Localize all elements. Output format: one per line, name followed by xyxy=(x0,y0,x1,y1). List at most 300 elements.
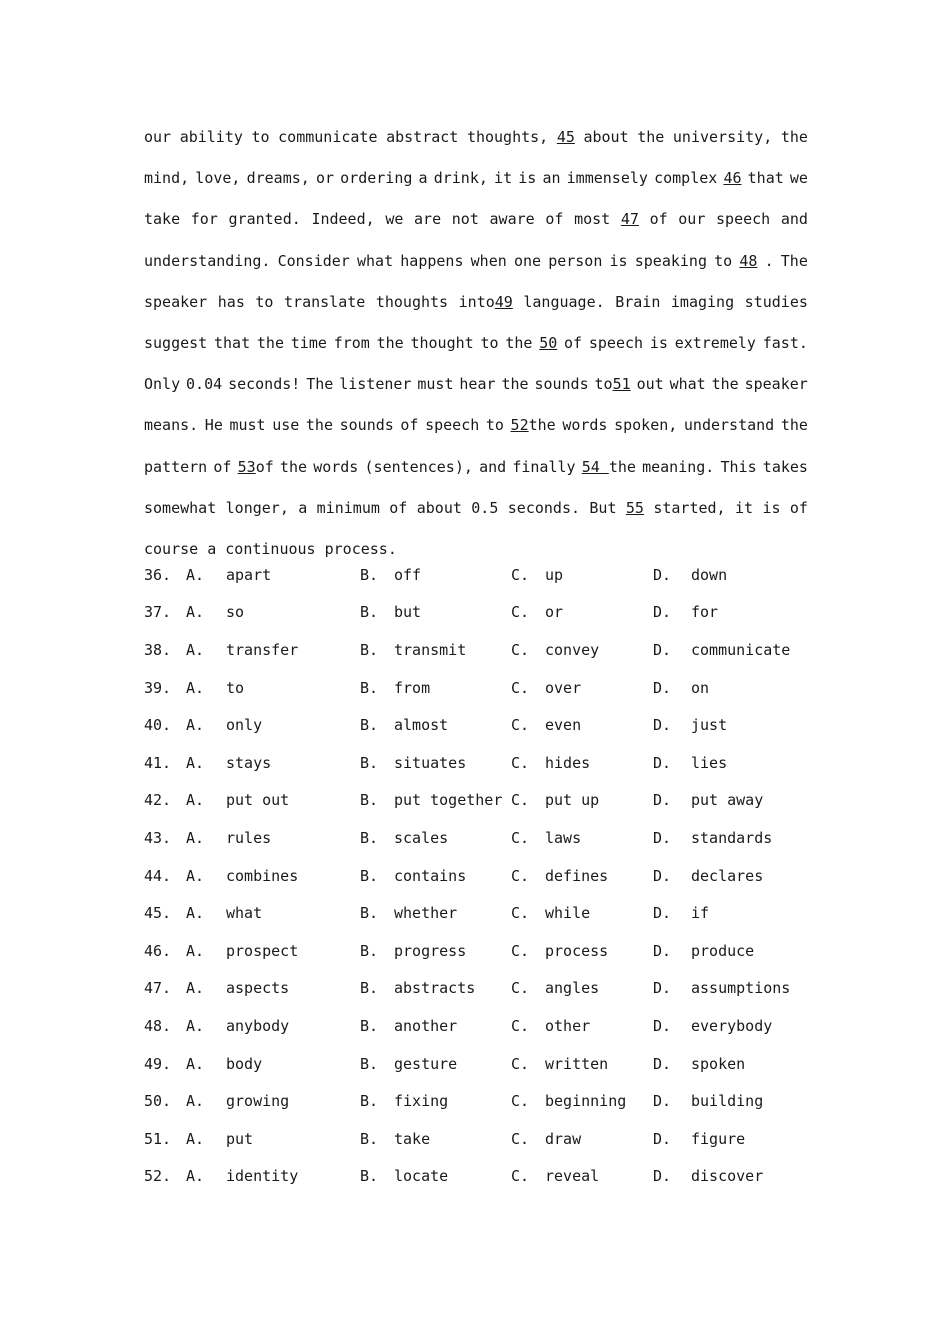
option-c-letter: C. xyxy=(511,641,530,660)
word-text: granted. xyxy=(228,210,301,229)
word-text: into xyxy=(458,292,495,311)
word-text: . xyxy=(764,251,774,270)
passage-word xyxy=(291,324,327,365)
word-text: are xyxy=(414,210,442,229)
question-row xyxy=(144,1165,808,1203)
option-d-letter: D. xyxy=(653,678,672,697)
word-text: takes xyxy=(762,457,808,476)
question-number: 39. xyxy=(144,678,172,697)
option-c-text: other xyxy=(545,1017,591,1035)
passage-word xyxy=(545,200,563,241)
blank-number: 45 xyxy=(556,128,575,146)
option-b-letter: B. xyxy=(360,904,379,923)
passage-word xyxy=(191,200,218,241)
word-text: we xyxy=(385,210,404,229)
option-d-letter: D. xyxy=(653,941,672,960)
word-text: to xyxy=(255,292,274,311)
option-a-letter: A. xyxy=(186,641,205,660)
passage-line xyxy=(144,159,808,200)
word-text: This xyxy=(720,457,757,476)
word-text: words xyxy=(313,457,359,476)
option-a-letter: A. xyxy=(186,1054,205,1073)
option-c-letter: C. xyxy=(511,979,530,998)
word-text: and xyxy=(780,210,808,229)
question-number: 41. xyxy=(144,753,172,772)
passage-word xyxy=(635,242,707,283)
question-row xyxy=(144,1053,808,1091)
passage-word xyxy=(434,159,488,200)
passage-word xyxy=(419,159,428,200)
option-b-letter: B. xyxy=(360,678,379,697)
word-text: our xyxy=(678,210,706,229)
passage-word xyxy=(716,200,770,241)
option-c-letter: C. xyxy=(511,716,530,735)
option-d-letter: D. xyxy=(653,753,672,772)
option-d-text: produce xyxy=(691,941,755,960)
option-b-letter: B. xyxy=(360,753,379,772)
question-number: 50. xyxy=(144,1092,172,1111)
passage-word xyxy=(400,242,463,283)
question-row xyxy=(144,827,808,865)
option-c-text: angles xyxy=(545,979,600,998)
passage-word xyxy=(653,489,725,530)
option-a-text: only xyxy=(226,716,263,735)
passage-word xyxy=(144,159,189,200)
passage-word xyxy=(144,406,198,447)
passage-word xyxy=(490,200,535,241)
passage-word xyxy=(637,365,664,406)
passage-word xyxy=(626,489,644,530)
question-row xyxy=(144,1128,808,1166)
passage-word xyxy=(417,489,462,530)
option-b-text: transmit xyxy=(394,641,467,660)
passage-word xyxy=(671,283,734,324)
passage-word xyxy=(144,118,171,159)
passage-word xyxy=(562,406,607,447)
document-page xyxy=(144,118,808,1203)
option-a-letter: A. xyxy=(186,716,205,735)
word-text: somewhat xyxy=(144,498,217,517)
word-text: speaker xyxy=(744,375,808,394)
passage-word xyxy=(539,324,557,365)
passage-word xyxy=(748,159,784,200)
question-row xyxy=(144,977,808,1015)
option-d-text: everybody xyxy=(691,1017,773,1035)
option-b-text: gesture xyxy=(394,1054,458,1073)
word-text: our xyxy=(144,128,172,146)
word-text: that xyxy=(214,333,251,352)
word-text: longer, xyxy=(225,498,289,517)
passage-word xyxy=(255,283,273,324)
word-text: from xyxy=(333,333,370,352)
word-text: to xyxy=(714,251,733,270)
option-a-letter: A. xyxy=(186,753,205,772)
word-text: what xyxy=(357,251,394,270)
passage-word xyxy=(313,448,358,489)
question-row xyxy=(144,1090,808,1128)
option-c-text: draw xyxy=(545,1129,582,1148)
option-a-letter: A. xyxy=(186,1167,205,1186)
option-c-text: process xyxy=(545,941,609,960)
option-a-text: growing xyxy=(226,1092,290,1111)
passage-word xyxy=(762,489,780,530)
word-text: the xyxy=(711,375,739,394)
word-text: that xyxy=(747,169,784,188)
passage-word xyxy=(745,365,808,406)
word-text: take xyxy=(144,210,181,229)
option-b-letter: B. xyxy=(360,716,379,735)
option-a-text: aspects xyxy=(226,979,290,998)
option-b-text: from xyxy=(394,678,431,697)
option-d-text: building xyxy=(691,1092,764,1111)
passage-word xyxy=(650,324,668,365)
word-text: thought xyxy=(410,333,474,352)
word-text: about xyxy=(416,498,462,517)
option-b-letter: B. xyxy=(360,791,379,810)
word-text: minimum xyxy=(316,498,380,517)
blank-number: 53 xyxy=(237,457,256,476)
blank-number: 46 xyxy=(723,169,742,188)
option-d-text: spoken xyxy=(691,1054,746,1073)
word-text: one xyxy=(513,251,542,270)
word-text: to xyxy=(480,333,499,352)
option-d-letter: D. xyxy=(653,979,672,998)
option-c-text: even xyxy=(545,716,582,735)
option-d-letter: D. xyxy=(653,641,672,660)
passage-word xyxy=(334,324,370,365)
option-d-text: on xyxy=(691,678,710,697)
word-text: 0.04 xyxy=(186,375,223,394)
passage-word xyxy=(278,118,377,159)
passage-word xyxy=(511,406,556,447)
blank-number: 49 xyxy=(494,292,513,311)
word-text: The xyxy=(306,375,334,394)
passage-word xyxy=(226,489,289,530)
option-c-text: up xyxy=(545,565,564,584)
passage-word xyxy=(144,242,270,283)
passage-word xyxy=(386,118,458,159)
word-text: communicate xyxy=(278,128,378,146)
word-text: the xyxy=(501,375,529,394)
word-text: of xyxy=(213,457,232,476)
option-c-letter: C. xyxy=(511,904,530,923)
option-b-text: but xyxy=(394,603,422,622)
option-a-letter: A. xyxy=(186,1129,205,1148)
passage-word xyxy=(745,283,808,324)
passage-word xyxy=(278,242,350,283)
passage-word xyxy=(763,324,808,365)
option-c-letter: C. xyxy=(511,678,530,697)
passage-word xyxy=(376,283,448,324)
option-c-text: laws xyxy=(545,829,582,848)
word-text: an xyxy=(542,169,561,188)
word-text: we xyxy=(789,169,808,188)
passage-word xyxy=(684,406,774,447)
option-a-text: stays xyxy=(226,753,272,772)
passage-word xyxy=(505,324,532,365)
passage-word xyxy=(714,242,732,283)
passage-line xyxy=(144,283,808,324)
passage-word xyxy=(229,200,301,241)
passage-word xyxy=(486,406,504,447)
passage-word xyxy=(790,159,808,200)
word-text: thoughts xyxy=(375,292,449,311)
option-d-letter: D. xyxy=(653,904,672,923)
options-list xyxy=(144,564,808,1203)
option-b-text: scales xyxy=(394,829,449,848)
passage-word xyxy=(213,448,231,489)
word-text: to xyxy=(485,416,504,435)
word-text: speaking xyxy=(634,251,707,270)
word-text: meaning. xyxy=(642,457,715,476)
passage-word xyxy=(471,489,498,530)
passage-word xyxy=(583,118,628,159)
passage-word xyxy=(459,365,495,406)
passage-word xyxy=(642,448,714,489)
passage-word xyxy=(781,118,808,159)
word-text: sounds xyxy=(339,416,394,435)
option-d-text: if xyxy=(691,904,710,923)
passage-word xyxy=(621,200,639,241)
word-text: means. xyxy=(144,416,199,435)
option-d-letter: D. xyxy=(653,829,672,848)
option-c-text: while xyxy=(545,904,591,923)
word-text: finally xyxy=(512,457,576,476)
word-text: sounds xyxy=(534,375,589,394)
option-a-text: transfer xyxy=(226,641,299,660)
option-d-text: lies xyxy=(691,753,728,772)
word-text: is xyxy=(518,169,537,188)
passage-word xyxy=(765,242,774,283)
blank-number: 50 xyxy=(539,333,558,352)
word-text: Brain xyxy=(615,292,661,311)
passage-word xyxy=(400,406,418,447)
passage-line xyxy=(144,324,808,365)
passage-line xyxy=(144,530,808,564)
passage-word xyxy=(144,283,207,324)
option-a-letter: A. xyxy=(186,1092,205,1111)
word-text: translate xyxy=(284,292,366,311)
passage-word xyxy=(298,489,307,530)
word-text: is xyxy=(609,251,628,270)
word-text: of xyxy=(545,210,564,229)
option-b-letter: B. xyxy=(360,866,379,885)
option-c-letter: C. xyxy=(511,1017,530,1035)
word-text: when xyxy=(470,251,507,270)
passage-word xyxy=(471,242,507,283)
word-text: a xyxy=(298,498,308,517)
question-number: 47. xyxy=(144,979,172,998)
option-a-text: what xyxy=(226,904,263,923)
word-text: words xyxy=(562,416,608,435)
word-text: is xyxy=(762,498,781,517)
word-text: the xyxy=(608,457,636,476)
option-a-letter: A. xyxy=(186,866,205,885)
passage-word xyxy=(339,365,411,406)
passage-word xyxy=(205,406,223,447)
blank-number: 52 xyxy=(510,416,529,435)
blank-number: 47 xyxy=(620,210,639,229)
option-d-letter: D. xyxy=(653,603,672,622)
option-c-letter: C. xyxy=(511,941,530,960)
passage-word xyxy=(735,489,753,530)
option-d-letter: D. xyxy=(653,791,672,810)
option-d-letter: D. xyxy=(653,1017,672,1035)
passage-word xyxy=(763,448,808,489)
word-text: of xyxy=(789,498,808,517)
passage-word xyxy=(257,324,284,365)
passage-word xyxy=(280,448,307,489)
passage-word xyxy=(582,448,636,489)
passage-word xyxy=(781,242,808,283)
word-text: 0.5 xyxy=(471,498,499,517)
word-text: studies xyxy=(744,292,808,311)
option-b-text: contains xyxy=(394,866,467,885)
passage-word xyxy=(508,489,580,530)
option-a-letter: A. xyxy=(186,904,205,923)
passage-word xyxy=(316,159,334,200)
passage-word xyxy=(501,365,528,406)
passage-word xyxy=(144,489,216,530)
blank-number: 55 xyxy=(625,498,644,517)
word-text: started, xyxy=(653,498,726,517)
word-text: about xyxy=(583,128,629,146)
passage-word xyxy=(637,118,664,159)
word-text: speech xyxy=(716,210,771,229)
word-text: the xyxy=(305,416,333,435)
option-b-text: abstracts xyxy=(394,979,476,998)
word-text: language. xyxy=(523,292,605,311)
option-d-text: declares xyxy=(691,866,764,885)
option-c-text: hides xyxy=(545,753,591,772)
option-b-letter: B. xyxy=(360,641,379,660)
option-b-letter: B. xyxy=(360,1017,379,1035)
word-text: it xyxy=(494,169,513,188)
word-text: the xyxy=(637,128,665,146)
question-number: 52. xyxy=(144,1167,172,1186)
word-text: complex xyxy=(654,169,718,188)
option-c-text: defines xyxy=(545,866,609,885)
passage-word xyxy=(306,365,333,406)
word-text: of xyxy=(255,457,274,476)
option-a-letter: A. xyxy=(186,678,205,697)
passage-word xyxy=(144,324,207,365)
word-text: of xyxy=(400,416,419,435)
question-row xyxy=(144,714,808,752)
passage-line xyxy=(144,365,808,406)
option-b-text: almost xyxy=(394,716,449,735)
question-row xyxy=(144,564,808,602)
passage-word xyxy=(479,448,506,489)
word-text: ordering xyxy=(340,169,413,188)
passage-word xyxy=(739,242,757,283)
passage-word xyxy=(494,159,512,200)
blank-number: 48 xyxy=(739,251,758,270)
passage-word xyxy=(410,324,473,365)
question-number: 45. xyxy=(144,904,172,923)
option-a-letter: A. xyxy=(186,565,205,584)
word-text: But xyxy=(589,498,617,517)
passage-word xyxy=(340,406,394,447)
passage-word xyxy=(228,365,300,406)
word-text: drink, xyxy=(433,169,488,188)
option-a-letter: A. xyxy=(186,829,205,848)
option-c-letter: C. xyxy=(511,1167,530,1186)
question-number: 48. xyxy=(144,1017,172,1035)
option-a-letter: A. xyxy=(186,791,205,810)
passage-line xyxy=(144,448,808,489)
option-d-text: standards xyxy=(691,829,773,848)
passage-word xyxy=(238,448,274,489)
word-text: thoughts, xyxy=(466,128,549,146)
question-number: 40. xyxy=(144,716,172,735)
option-b-text: progress xyxy=(394,941,467,960)
word-text: the xyxy=(376,333,404,352)
passage-word xyxy=(252,118,270,159)
option-d-letter: D. xyxy=(653,716,672,735)
word-text: The xyxy=(780,251,808,270)
question-number: 36. xyxy=(144,565,172,584)
passage-line xyxy=(144,242,808,283)
word-text: understand xyxy=(683,416,775,435)
word-text: suggest xyxy=(144,333,208,352)
option-b-text: put together xyxy=(394,791,503,810)
word-text: person xyxy=(548,251,603,270)
option-a-text: anybody xyxy=(226,1017,290,1035)
option-c-letter: C. xyxy=(511,1092,530,1111)
word-text: a xyxy=(418,169,428,188)
word-text: Only xyxy=(144,375,181,394)
passage-word xyxy=(723,159,741,200)
passage-word xyxy=(272,406,299,447)
passage-line xyxy=(144,118,808,159)
word-text: extremely xyxy=(674,333,756,352)
passage-word xyxy=(229,406,265,447)
word-text: Indeed, xyxy=(311,210,375,229)
option-a-text: rules xyxy=(226,829,272,848)
passage-word xyxy=(417,365,453,406)
option-b-text: take xyxy=(394,1129,431,1148)
option-d-text: put away xyxy=(691,791,764,810)
question-row xyxy=(144,902,808,940)
passage-word xyxy=(414,200,441,241)
question-number: 38. xyxy=(144,641,172,660)
passage-word xyxy=(284,283,365,324)
word-text: Consider xyxy=(277,251,350,270)
word-text: the xyxy=(528,416,556,435)
word-text: and xyxy=(479,457,507,476)
passage-word xyxy=(534,365,588,406)
passage-word xyxy=(654,159,717,200)
word-text: seconds. xyxy=(507,498,581,517)
word-text: the xyxy=(780,128,808,146)
passage-word xyxy=(781,200,808,241)
word-text: has xyxy=(217,292,245,311)
option-d-text: communicate xyxy=(691,641,791,660)
option-b-letter: B. xyxy=(360,565,379,584)
word-text: speech xyxy=(425,416,480,435)
word-text: what xyxy=(669,375,706,394)
passage-word xyxy=(670,365,706,406)
word-text: use xyxy=(272,416,300,435)
question-row xyxy=(144,601,808,639)
passage-word xyxy=(615,283,660,324)
passage-word xyxy=(144,365,180,406)
question-number: 37. xyxy=(144,603,172,622)
passage-word xyxy=(389,489,407,530)
passage-word xyxy=(247,159,310,200)
passage-word xyxy=(514,242,541,283)
